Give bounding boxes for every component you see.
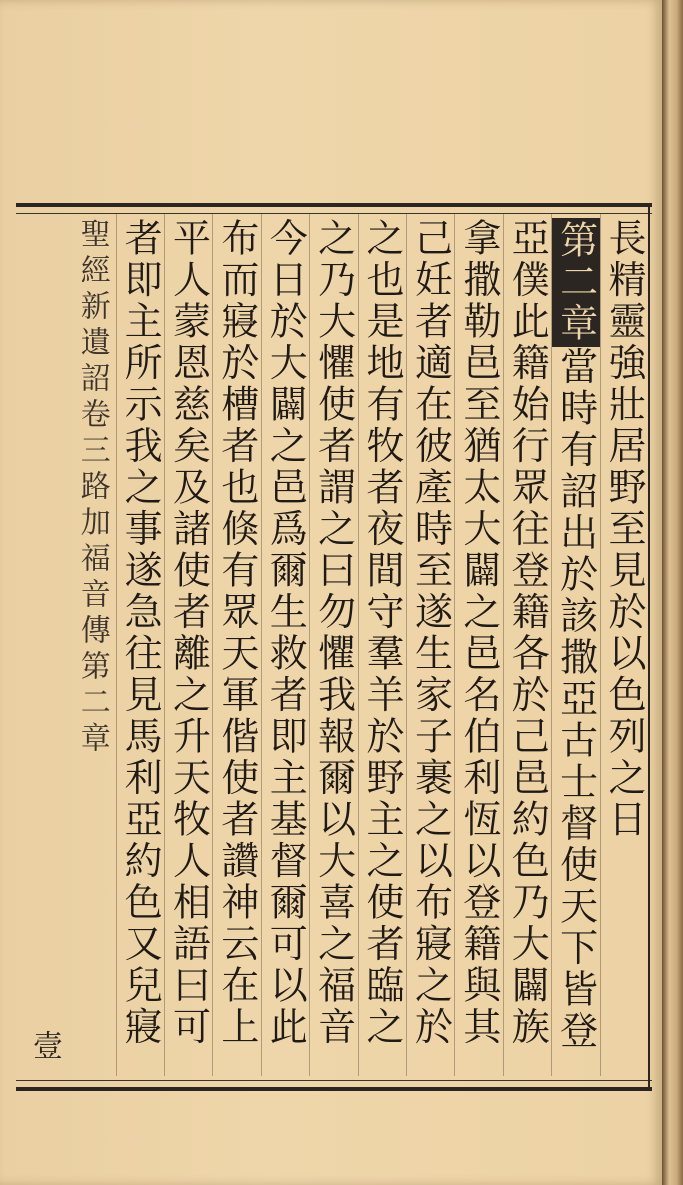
text-column-11: 者即主所示我之事遂急往見馬利亞約色又兒寢 (116, 214, 164, 1076)
page-edge (662, 0, 683, 1185)
text-column-7: 之乃大懼使者謂之曰勿懼我報爾以大喜之福音 (309, 214, 357, 1076)
margin-title: 聖經新遺詔卷三路加福音傳第二章 (74, 218, 110, 758)
text-column-3: 亞僕此籍始行眾往登籍各於己邑約色乃大闢族 (503, 214, 551, 1076)
text-column-8: 今日於大闢之邑爲爾生救者即主基督爾可以此 (261, 214, 309, 1076)
text-column-6: 之也是地有牧者夜間守羣羊於野主之使者臨之 (358, 214, 406, 1076)
text-column-1: 長精靈強壯居野至見於以色列之日 (600, 214, 648, 1076)
text-column-2 (551, 214, 599, 1076)
text-columns (18, 214, 648, 1076)
chapter-lead-text: 當時有詔出於該撒亞古士督使天下皆登 (553, 346, 598, 1052)
frame-right-rule (648, 203, 650, 1087)
text-column-4: 拿撒勒邑至猶太大闢之邑名伯利恆以登籍與其 (454, 214, 502, 1076)
text-column-9: 布而寢於槽者也倏有眾天軍偕使者讚神云在上 (212, 214, 260, 1076)
text-column-10: 平人蒙恩慈矣及諸使者離之升天牧人相語曰可 (164, 214, 212, 1076)
chapter-marker: 第二章 (553, 220, 598, 345)
text-column-5: 己妊者適在彼產時至遂生家子裹之以布寢之於 (406, 214, 454, 1076)
page-number: 壹 (27, 1030, 62, 1060)
